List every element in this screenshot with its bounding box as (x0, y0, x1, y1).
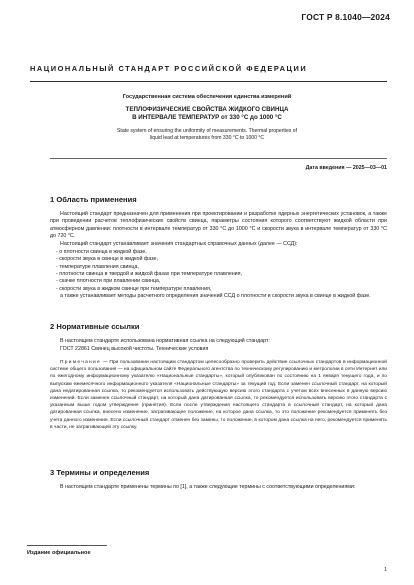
list-item: - температуре плавления свинца, (56, 263, 139, 270)
page-number: 1 (384, 567, 387, 573)
footer-divider (27, 545, 107, 546)
section-1-paragraph-2: Настоящий стандарт устанавливает значения стандартных справочных данных (далее — ССД): (60, 241, 298, 247)
title-divider (50, 158, 387, 159)
system-title: Государственная система обеспечения единства измерений (122, 94, 292, 100)
header-divider (30, 81, 387, 82)
introduction-date: Дата введения — 2025—03—01 (305, 165, 387, 171)
normative-reference: ГОСТ 22861 Свинец высокой чистоты. Технические условия (60, 346, 209, 352)
list-item: - скачке плотности при плавлении свинца, (56, 278, 161, 285)
section-2-note (50, 359, 387, 431)
section-3-heading: 3 Термины и определения (50, 468, 150, 477)
english-title: State system of ensuring the uniformity of measurements. Thermal properties of liquid lead at temperatures from 330 °С to 1000 °С (117, 128, 297, 141)
list-item: - о плотности свинца в жидкой фазе, (56, 249, 147, 255)
standard-title: НАЦИОНАЛЬНЫЙ СТАНДАРТ РОССИЙСКОЙ ФЕДЕРАЦИИ (30, 64, 308, 73)
section-1-paragraph-1: Настоящий стандарт предназначен для применения при проектировании и разработке ядерных энергетических установок, а также при проведении расчетов теплофизических свойств свинца, параметры состояния которого соответствуют жидкой области при атмосферном давлении: плотности в интервале температур от 330 °С до 1000 °С и скорости звука в интервале температур от 330 °С до 720 °С. (50, 211, 387, 240)
section-2-paragraph-1: В настоящем стандарте использована нормативная ссылка на следующий стандарт: (60, 338, 270, 344)
main-title-line-1: ТЕПЛОФИЗИЧЕСКИЕ СВОЙСТВА ЖИДКОГО СВИНЦА (125, 106, 289, 113)
main-title-line-2: В ИНТЕРВАЛЕ ТЕМПЕРАТУР от 330 °С до 1000 °С (132, 114, 282, 121)
section-2-heading: 2 Нормативные ссылки (50, 322, 140, 331)
list-item: - плотности свинца в твердой и жидкой фазах при температуре плавления, (56, 271, 242, 278)
section-3-paragraph-1: В настоящем стандарте применены термины по [1], а также следующие термины с соответствующими определениями: (60, 484, 356, 490)
note-label: Примечание (60, 360, 102, 365)
list-item: - скорости звука в жидком свинце при температуре плавления, (56, 285, 212, 292)
section-1-paragraph-3: а также устанавливает методы расчетного определения значений ССД о плотности и скорости звука в свинце в жидкой фазе. (60, 293, 371, 299)
list-item: - скорости звука в свинце в жидкой фазе, (56, 256, 158, 263)
edition-label: Издание официальное (27, 550, 91, 556)
section-1-heading: 1 Область применения (50, 195, 137, 204)
document-code: ГОСТ Р 8.1040—2024 (301, 12, 390, 22)
note-text: — При пользовании настоящим стандартом целесообразно проверить действие ссылочных стандартов в информационной системе общего пользования — на официальном сайте Федерального агентства по техническому регулированию и метрологии в сети Интернет или по ежегодному информационному указателю «Национальные стандарты», который опубликован по состоянию на 1 января текущего года, и по выпускам ежемесячного информационного указателя «Национальные стандарты» за текущий год. Если заменен ссылочный стандарт, на который дана недатированная ссылка, то рекомендуется использовать действующую версию этого стандарта с учетом всех внесенных в данную версию изменений. Если заменен ссылочный стандарт, на который дана датированная ссылка, то рекомендуется использовать версию этого стандарта с указанным выше годом утверждения (принятия). Если после утверждения настоящего стандарта в ссылочный стандарт, на который дана датированная ссылка, внесено изменение, затрагивающее положение, на которое дана ссылка, то это положение рекомендуется применять без учета данного изменения. Если ссылочный стандарт отменен без замены, то положение, в котором дана ссылка на него, рекомендуется применять в части, не затрагивающей эту ссылку. (50, 360, 387, 430)
section-1-list (56, 249, 387, 293)
main-title (0, 106, 414, 122)
